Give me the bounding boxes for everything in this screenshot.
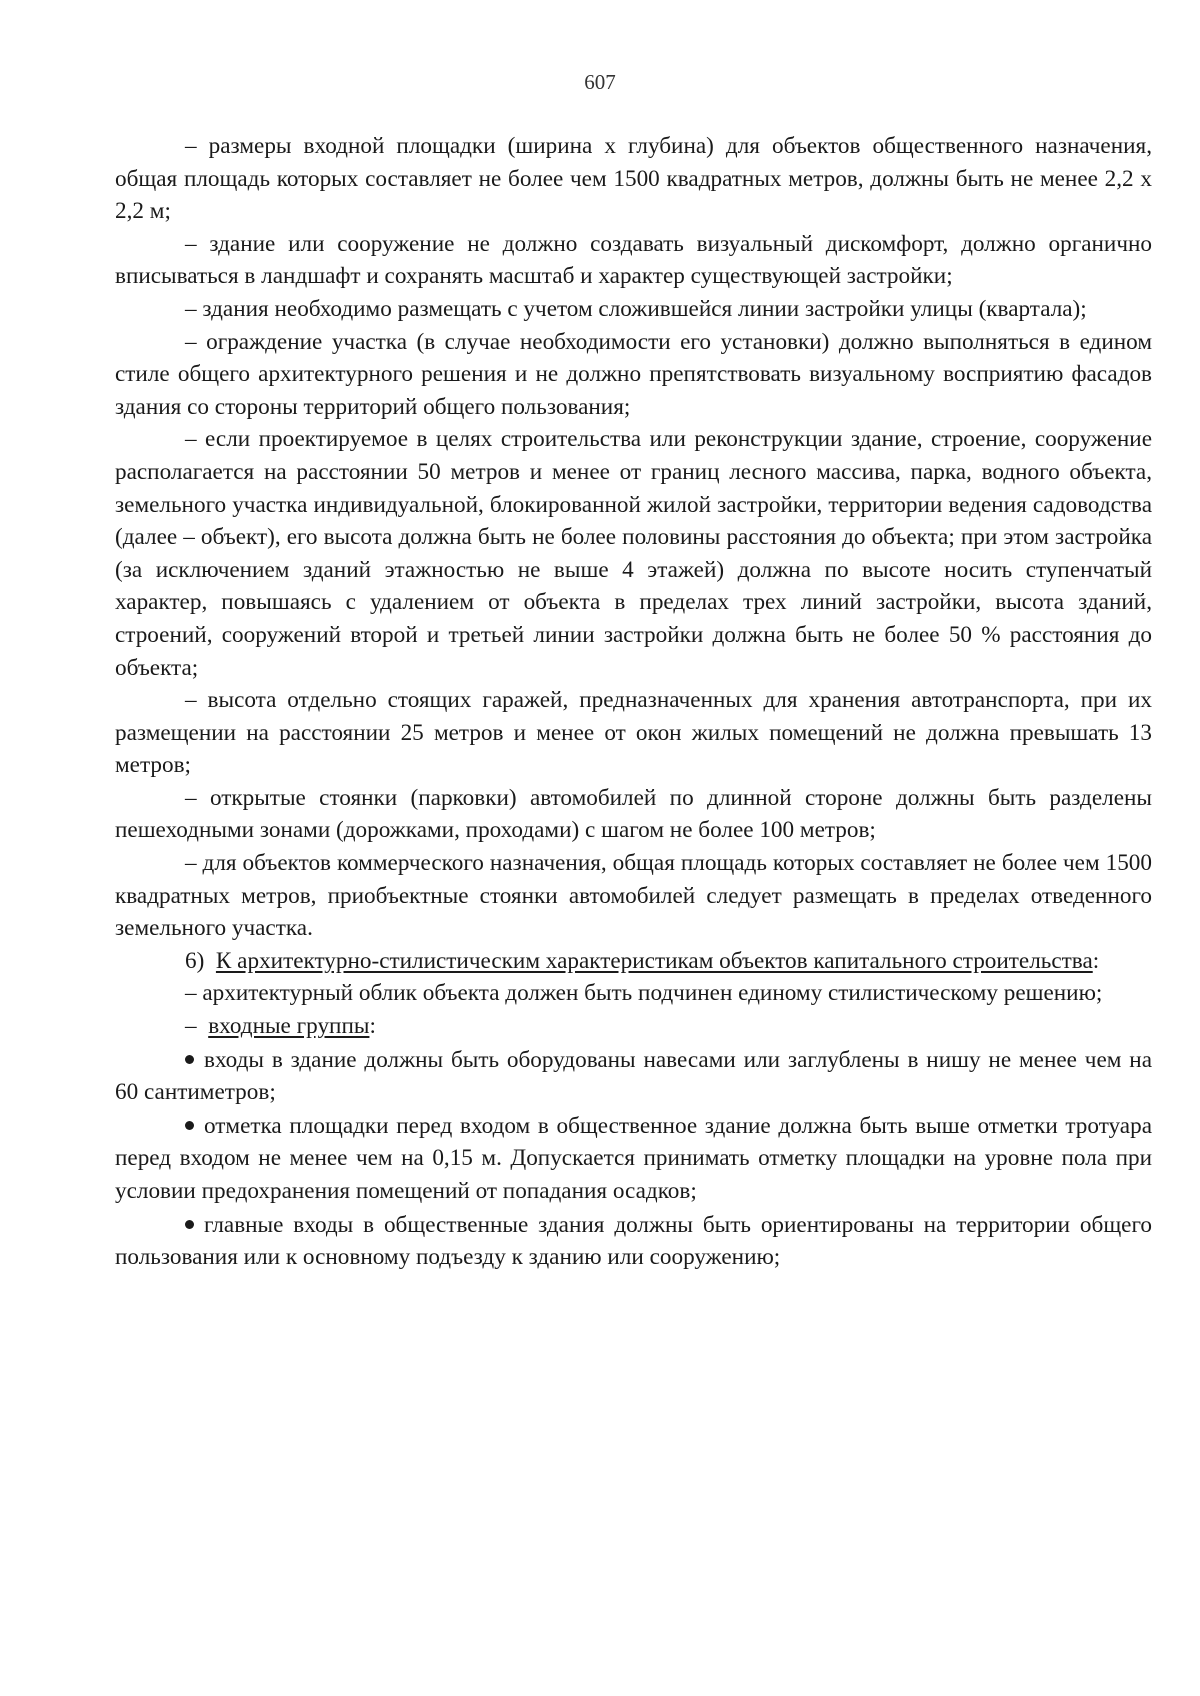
list-item: – размеры входной площадки (ширина х глубина) для объектов общественного назначения, общая площадь которых составляет не более чем 1500 квадратных метров, должны быть не менее 2,2 х 2,2 м; [115,133,1152,225]
subsection-colon: : [369,1013,376,1040]
list-item: – для объектов коммерческого назначения, общая площадь которых составляет не более чем 1500 квадратных метров, приобъектные стоянки автомобилей следует размещать в пределах отведенного земельного участка. [115,850,1152,942]
list-item: – здания необходимо размещать с учетом сложившейся линии застройки улицы (квартала); [185,295,1087,322]
bullet-item [115,1110,1152,1208]
list-item: – ограждение участка (в случае необходимости его установки) должно выполняться в едином стиле общего архитектурного решения и не должно препятствовать визуальному восприятию фасадов здания со стороны территорий общего пользования; [115,328,1152,420]
subsection-dash: – [185,1013,197,1040]
list-item: – здание или сооружение не должно создавать визуальный дискомфорт, должно органично вписываться в ландшафт и сохранять масштаб и характер существующей застройки; [115,230,1152,290]
list-item: – архитектурный облик объекта должен быть подчинен единому стилистическому решению; [185,980,1103,1007]
section-number: 6) [185,947,205,974]
bullet-icon [185,1055,194,1064]
section-heading [115,945,1152,978]
bullet-text: отметка площадки перед входом в общественное здание должна быть выше отметки тротуара перед входом не менее чем на 0,15 м. Допускается принимать отметку площадки на уровне пола при условии предохранения помещений от попадания осадков; [115,1112,1152,1204]
subsection-title: входные группы [208,1013,370,1040]
section-colon: : [1092,947,1100,974]
document-body [115,130,1152,1274]
bullet-item [115,1209,1152,1274]
list-item: – если проектируемое в целях строительства или реконструкции здание, строение, сооружение располагается на расстоянии 50 метров и менее от границ лесного массива, парка, водного объекта, земельного участка индивидуальной, блокированной жилой застройки, территории ведения садоводства (далее – объект), его высота должна быть не более половины расстояния до объекта; при этом застройка (за исключением зданий этажностью не выше 4 этажей) должна по высоте носить ступенчатый характер, повышаясь с удалением от объекта в пределах трех линий застройки, высота зданий, строений, сооружений второй и третьей линии застройки должна быть не более 50 % расстояния до объекта; [115,426,1152,681]
section-title: К архитектурно-стилистическим характеристикам объектов капитального строительства [215,947,1093,974]
page-number: 607 [584,70,616,94]
bullet-text: входы в здание должны быть оборудованы навесами или заглублены в нишу не менее чем на 60 сантиметров; [115,1046,1152,1106]
list-item: – высота отдельно стоящих гаражей, предназначенных для хранения автотранспорта, при их размещении на расстоянии 25 метров и менее от окон жилых помещений не должна превышать 13 метров; [115,687,1152,779]
bullet-text: главные входы в общественные здания должны быть ориентированы на территории общего пользования или к основному подъезду к зданию или сооружению; [115,1211,1152,1271]
subsection-heading [115,1010,1152,1043]
bullet-icon [185,1121,194,1130]
bullet-icon [185,1220,194,1229]
bullet-item [115,1044,1152,1109]
list-item: – открытые стоянки (парковки) автомобилей по длинной стороне должны быть разделены пешеходными зонами (дорожками, проходами) с шагом не более 100 метров; [115,784,1152,844]
